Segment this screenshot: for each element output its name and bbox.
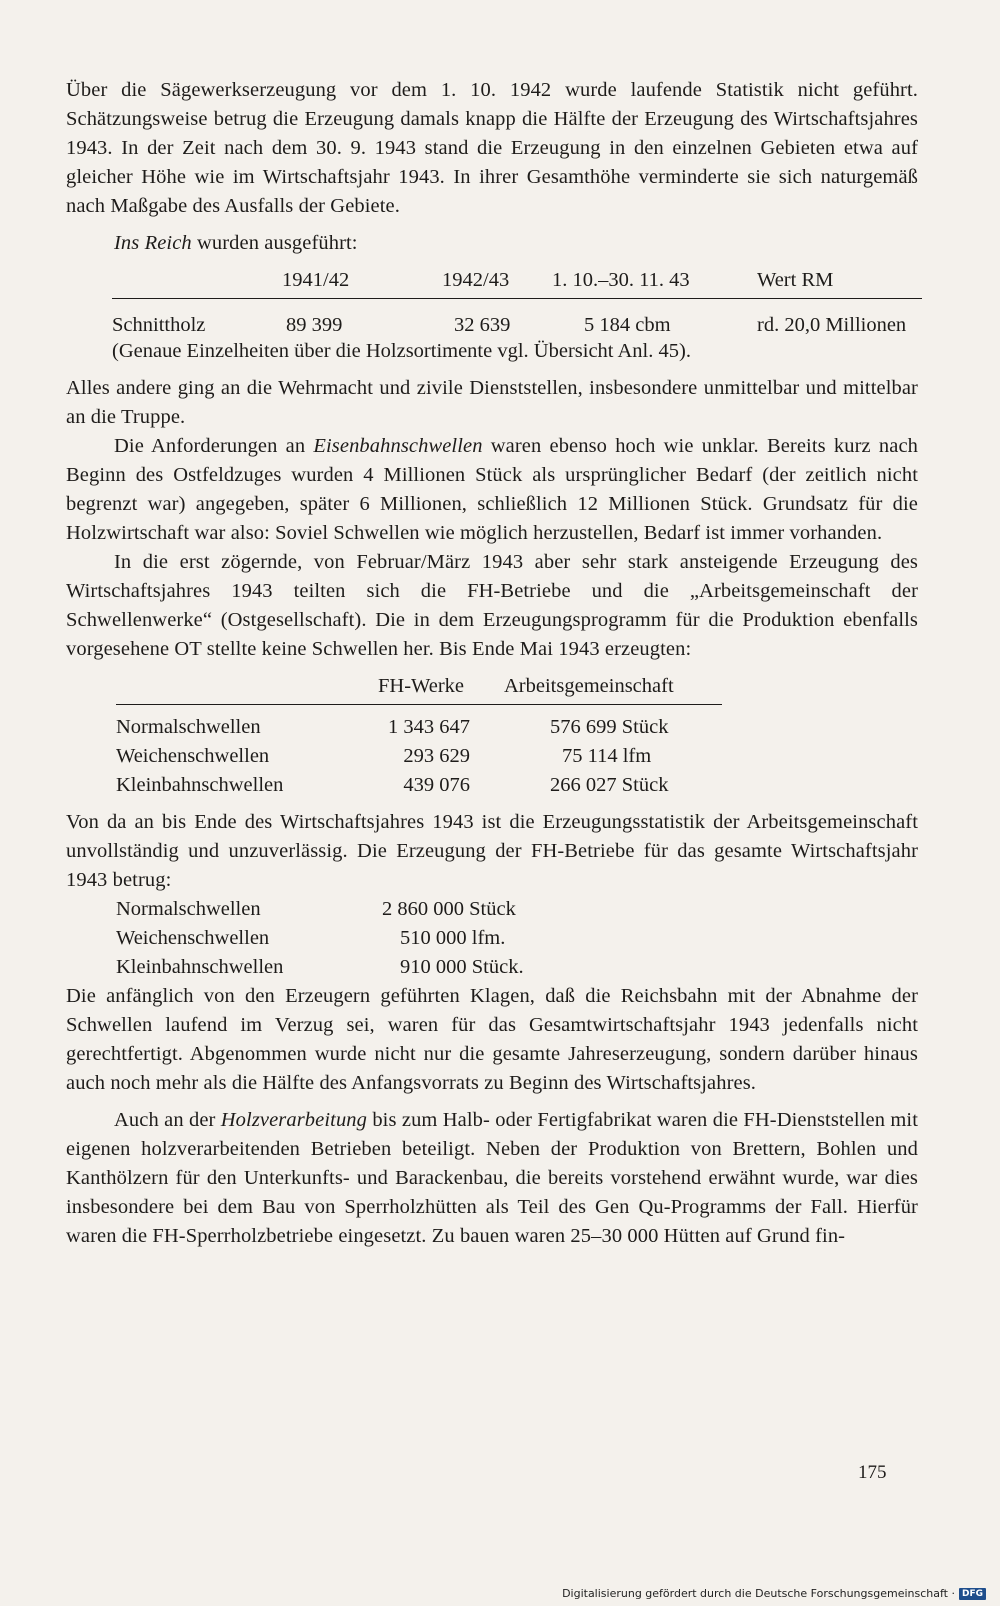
- header-fh-werke: FH-Werke: [378, 668, 504, 705]
- cell-value-rm: rd. 20,0 Millionen: [757, 314, 907, 336]
- cell-period: 5 184 cbm: [584, 314, 671, 336]
- paragraph-4: [66, 432, 918, 548]
- cell-fh: 439 076: [403, 774, 470, 796]
- footer-text: Digitalisierung gefördert durch die Deutsche Forschungsgemeinschaft ·: [562, 1587, 955, 1600]
- paragraph-8: [66, 1106, 918, 1251]
- cell-ag: 576 699 Stück: [550, 716, 669, 738]
- italic-eisenbahnschwellen: Eisenbahnschwellen: [313, 435, 483, 457]
- p4-start: Die Anforderungen an: [114, 435, 314, 457]
- table-row: [116, 705, 722, 743]
- header-period: 1. 10.–30. 11. 43: [552, 262, 757, 299]
- paragraph-export-intro: [66, 229, 918, 258]
- row-label: Weichenschwellen: [116, 927, 270, 949]
- year-production-table: [116, 895, 524, 982]
- cell-value: 510 000 lfm.: [400, 927, 506, 949]
- cell-ag: 266 027 Stück: [550, 774, 669, 796]
- table-row: [112, 299, 922, 338]
- paragraph-1: Über die Sägewerkserzeugung vor dem 1. 10. 1942 wurde laufende Statistik nicht geführt. Schätzungsweise betrug die Erzeugung damals knapp die Hälfte der Erzeugung des Wirtschaftsjahres 1943. In der Zeit nach dem 30. 9. 1943 stand die Erzeugung in den einzelnen Gebieten etwa auf gleicher Höhe wie im Wirtschaftsjahr 1943. In ihrer Gesamthöhe verminderte sie sich naturgemäß nach Maßgabe des Ausfalls der Gebiete.: [66, 79, 918, 217]
- row-label: Normalschwellen: [116, 898, 261, 920]
- italic-holzverarbeitung: Holzverarbeitung: [220, 1109, 368, 1131]
- page-body: [66, 76, 918, 1251]
- export-table-header: [112, 262, 922, 299]
- p8-rest: bis zum Halb- oder Fertigfabrikat waren die FH-Dienststellen mit eigenen holzverarbeitenden Betrieben beteiligt. Neben der Produktion von Brettern, Bohlen und Kanthölzern für den Unterkunfts- und Barackenbau, die bereits vorstehend erwähnt wurde, war dies insbesondere bei dem Bau von Sperrholzhütten als Teil des Gen Qu-Programms der Fall. Hierfür waren die FH-Sperrholzbetriebe eingesetzt. Zu bauen waren 25–30 000 Hütten auf Grund fin-: [66, 1109, 918, 1247]
- header-1941-42: 1941/42: [282, 262, 442, 299]
- p4-rest: waren ebenso hoch wie unklar. Bereits kurz nach Beginn des Ostfeldzuges wurden 4 Millionen Stück als ursprünglicher Bedarf (der zeitlich nicht begrenzt war) angegeben, später 6 Millionen, schließlich 12 Millionen Stück. Grundsatz für die Holzwirtschaft war also: Soviel Schwellen wie möglich herzustellen, Bedarf ist immer vorhanden.: [66, 435, 918, 544]
- cell-fh: 293 629: [403, 745, 470, 767]
- header-value-rm: Wert RM: [757, 262, 922, 299]
- table-row: [116, 771, 722, 800]
- paragraph-6: Von da an bis Ende des Wirtschaftsjahres 1943 ist die Erzeugungsstatistik der Arbeitsgemeinschaft unvollständig und unzuverlässig. Die Erzeugung der FH-Betriebe für das gesamte Wirtschaftsjahr 1943 betrug:: [66, 811, 918, 891]
- may-table-header: [116, 668, 722, 705]
- footer-credit: [562, 1587, 986, 1600]
- row-label: Normalschwellen: [116, 716, 261, 738]
- paragraph-7: Die anfänglich von den Erzeugern geführten Klagen, daß die Reichsbahn mit der Abnahme der Schwellen laufend im Verzug sei, waren für das Gesamtwirtschaftsjahr 1943 jedenfalls nicht gerechtfertigt. Abgenommen wurde nicht nur die gesamte Jahreserzeugung, sondern darüber hinaus auch noch mehr als die Hälfte des Anfangsvorrats zu Beginn des Wirtschaftsjahres.: [66, 985, 918, 1094]
- table-row: [116, 953, 524, 982]
- dfg-logo-icon: DFG: [959, 1588, 986, 1600]
- cell-1941-42: 89 399: [286, 314, 343, 336]
- header-1942-43: 1942/43: [442, 262, 552, 299]
- export-table: [112, 262, 922, 337]
- cell-value: 910 000 Stück.: [400, 956, 524, 978]
- cell-ag: 75 114 lfm: [562, 745, 652, 767]
- header-empty: [116, 668, 378, 705]
- header-empty: [112, 262, 282, 299]
- header-arbeitsgemeinschaft: Arbeitsgemeinschaft: [504, 668, 722, 705]
- table-row: [116, 895, 524, 924]
- p8-start: Auch an der: [114, 1109, 221, 1131]
- note-holzsortimente: (Genaue Einzelheiten über die Holzsortimente vgl. Übersicht Anl. 45).: [112, 340, 691, 362]
- row-label: Weichenschwellen: [116, 745, 270, 767]
- table-row: [116, 924, 524, 953]
- row-label: Schnittholz: [112, 314, 206, 336]
- italic-ins-reich: Ins Reich: [114, 232, 192, 254]
- row-label: Kleinbahnschwellen: [116, 774, 284, 796]
- page-number: 175: [858, 1462, 887, 1483]
- cell-1942-43: 32 639: [454, 314, 511, 336]
- cell-value: 2 860 000 Stück: [382, 898, 516, 920]
- table-row: [116, 742, 722, 771]
- may-production-table: [116, 668, 722, 800]
- export-intro-text: wurden ausgeführt:: [191, 232, 358, 254]
- paragraph-3: Alles andere ging an die Wehrmacht und zivile Dienststellen, insbesondere unmittelbar und mittelbar an die Truppe.: [66, 377, 918, 428]
- paragraph-5: In die erst zögernde, von Februar/März 1943 aber sehr stark ansteigende Erzeugung des Wirtschaftsjahres 1943 teilten sich die FH-Betriebe und die „Arbeitsgemeinschaft der Schwellenwerke“ (Ostgesellschaft). Die in dem Erzeugungsprogramm für die Produktion ebenfalls vorgesehene OT stellte keine Schwellen her. Bis Ende Mai 1943 erzeugten:: [66, 551, 918, 660]
- row-label: Kleinbahnschwellen: [116, 956, 284, 978]
- cell-fh: 1 343 647: [388, 716, 470, 738]
